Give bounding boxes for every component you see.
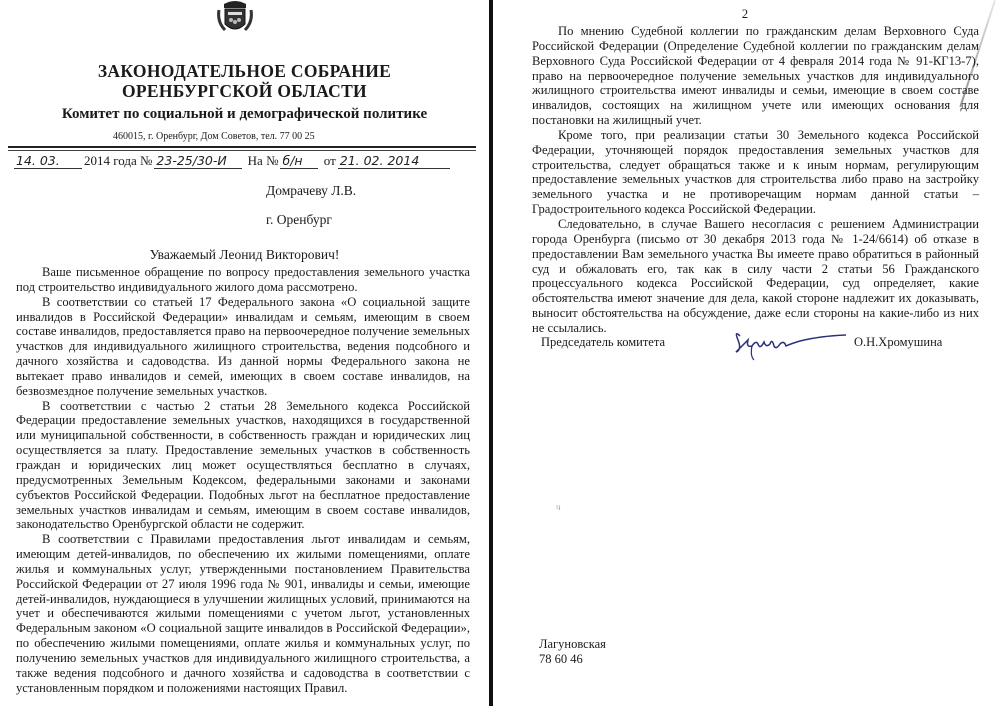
- paragraph: Ваше письменное обращение по вопросу предоставления земельного участка под строительство индивидуального жилого дома рассмотрено.: [16, 265, 470, 294]
- coat-of-arms-icon: [216, 0, 254, 36]
- outgoing-date: 14. 03.: [14, 153, 82, 169]
- letterhead-rule-thin: [8, 150, 476, 151]
- letter-body-page-1: [16, 265, 470, 695]
- letter-body-page-2: [532, 24, 979, 336]
- executor-name: Лагуновская: [539, 637, 606, 651]
- outgoing-number: 23-25/30-И: [154, 153, 242, 169]
- page-number: 2: [741, 7, 749, 21]
- organization-name-line2: ОРЕНБУРГСКОЙ ОБЛАСТИ: [122, 81, 367, 101]
- registration-line: [14, 153, 450, 169]
- committee-name: Комитет по социальной и демографической политике: [61, 106, 428, 122]
- recipient-name: Домрачеву Л.В.: [266, 183, 357, 198]
- paragraph: Следовательно, в случае Вашего несогласия с решением Администрации города Оренбурга (письмо от 30 декабря 2013 года № 1-24/6614) об отказе в предоставлении Вам земельного участка Вы имеете право обратиться в районный суд и обжаловать его, так как в силу части 2 статьи 56 Гражданского процессуального кодекса Российской Федерации, суд определяет, какие обстоятельства имеют значение для дела, какой стороне надлежит их доказывать, выносит обстоятельства на обсуждение, даже если стороны на какие-либо из них не ссылались.: [532, 216, 979, 335]
- paragraph: В соответствии с частью 2 статьи 28 Земельного кодекса Российской Федерации предоставление земельных участков, находящихся в государственной или муниципальной собственности, в собственность граждан и юридических лиц осуществляется за плату. Предоставление земельных участков в собственность граждан и юридических лиц может осуществляться бесплатно в случаях, предусмотренных Земельным Кодексом, федеральными законами и законами субъектов Российской Федерации. Подобных льгот на бесплатное предоставление земельных участков инвалидам и семьям, имеющим в своем составе инвалидов, законодательство Оренбургской области не содержит.: [16, 398, 470, 532]
- signatory-name: О.Н.Хромушина: [854, 335, 943, 349]
- letter-page-1: [0, 0, 489, 706]
- recipient-city: г. Оренбург: [266, 212, 332, 227]
- letter-page-2: [494, 0, 996, 706]
- reply-date: 21. 02. 2014: [338, 153, 450, 169]
- paragraph: В соответствии со статьей 17 Федерального закона «О социальной защите инвалидов в Российской Федерации» инвалидам и семьям, имеющим в своем составе инвалидов, предоставляется право на первоочередное получение земельных участков для индивидуального жилищного строительства, ведения подсобного и дачного хозяйства и садоводства. Из данной нормы Федерального закона не вытекает право инвалидов и семей, имеющих в своем составе инвалидов, на безвозмездное получение земельных участков.: [16, 294, 470, 398]
- from-label: от: [323, 153, 336, 168]
- signatory-title: Председатель комитета: [541, 335, 665, 349]
- reply-label: На №: [247, 153, 279, 168]
- organization-name-line1: ЗАКОНОДАТЕЛЬНОЕ СОБРАНИЕ: [97, 61, 392, 81]
- letterhead-address: 460015, г. Оренбург, Дом Советов, тел. 77 00 25: [113, 131, 315, 142]
- letterhead-rule-thick: [8, 146, 476, 148]
- paragraph: В соответствии с Правилами предоставления льгот инвалидам и семьям, имеющим детей-инвалидов, по обеспечению их жилыми помещениями, оплате жилья и коммунальных услуг, утвержденными постановлением Правительства Российской Федерации от 27 июля 1996 года № 901, инвалиды и семьи, имеющие детей-инвалидов, нуждающиеся в улучшении жилищных условий, принимаются на учет и обеспечиваются жилыми помещениями с учетом льгот, установленных Федеральным законом «О социальной защите инвалидов в Российской Федерации», по обеспечению жилыми помещениями, оплате жилья и коммунальных услуг, по получению земельных участков для индивидуального жилищного строительства, а также ведения подсобного и дачного хозяйства и садоводства в соответствии с установленным порядком и положениями настоящих Правил.: [16, 532, 470, 695]
- page-divider: [489, 0, 493, 706]
- reply-number: б/н: [280, 153, 318, 169]
- salutation: Уважаемый Леонид Викторович!: [149, 247, 340, 262]
- handwritten-signature-icon: [730, 326, 850, 362]
- executor-phone: 78 60 46: [539, 652, 583, 666]
- stray-pencil-mark: ч: [556, 502, 561, 512]
- year-label: 2014 года №: [84, 153, 153, 168]
- paragraph: Кроме того, при реализации статьи 30 Земельного кодекса Российской Федерации, уточняющей порядок предоставления земельных участков для строительства, следует обращаться также и к иным нормам, регулирующим предоставление земельных участков для строительства либо право на застройку земельного участка и не противоречащим нормам данной статьи – Градостроительного кодекса Российской Федерации.: [532, 127, 979, 217]
- paragraph: По мнению Судебной коллегии по гражданским делам Верховного Суда Российской Федерации (Определение Судебной коллегии по гражданским делам Верховного Суда Российской Федерации от 4 февраля 2014 года № 91-КГ13-7), право на первоочередное получение земельных участков для индивидуального жилищного строительства имеют инвалиды и семьи, имеющие в своем составе инвалидов, состоящих на жилищном учете или имеющих основания для постановки на жилищный учет.: [532, 24, 979, 128]
